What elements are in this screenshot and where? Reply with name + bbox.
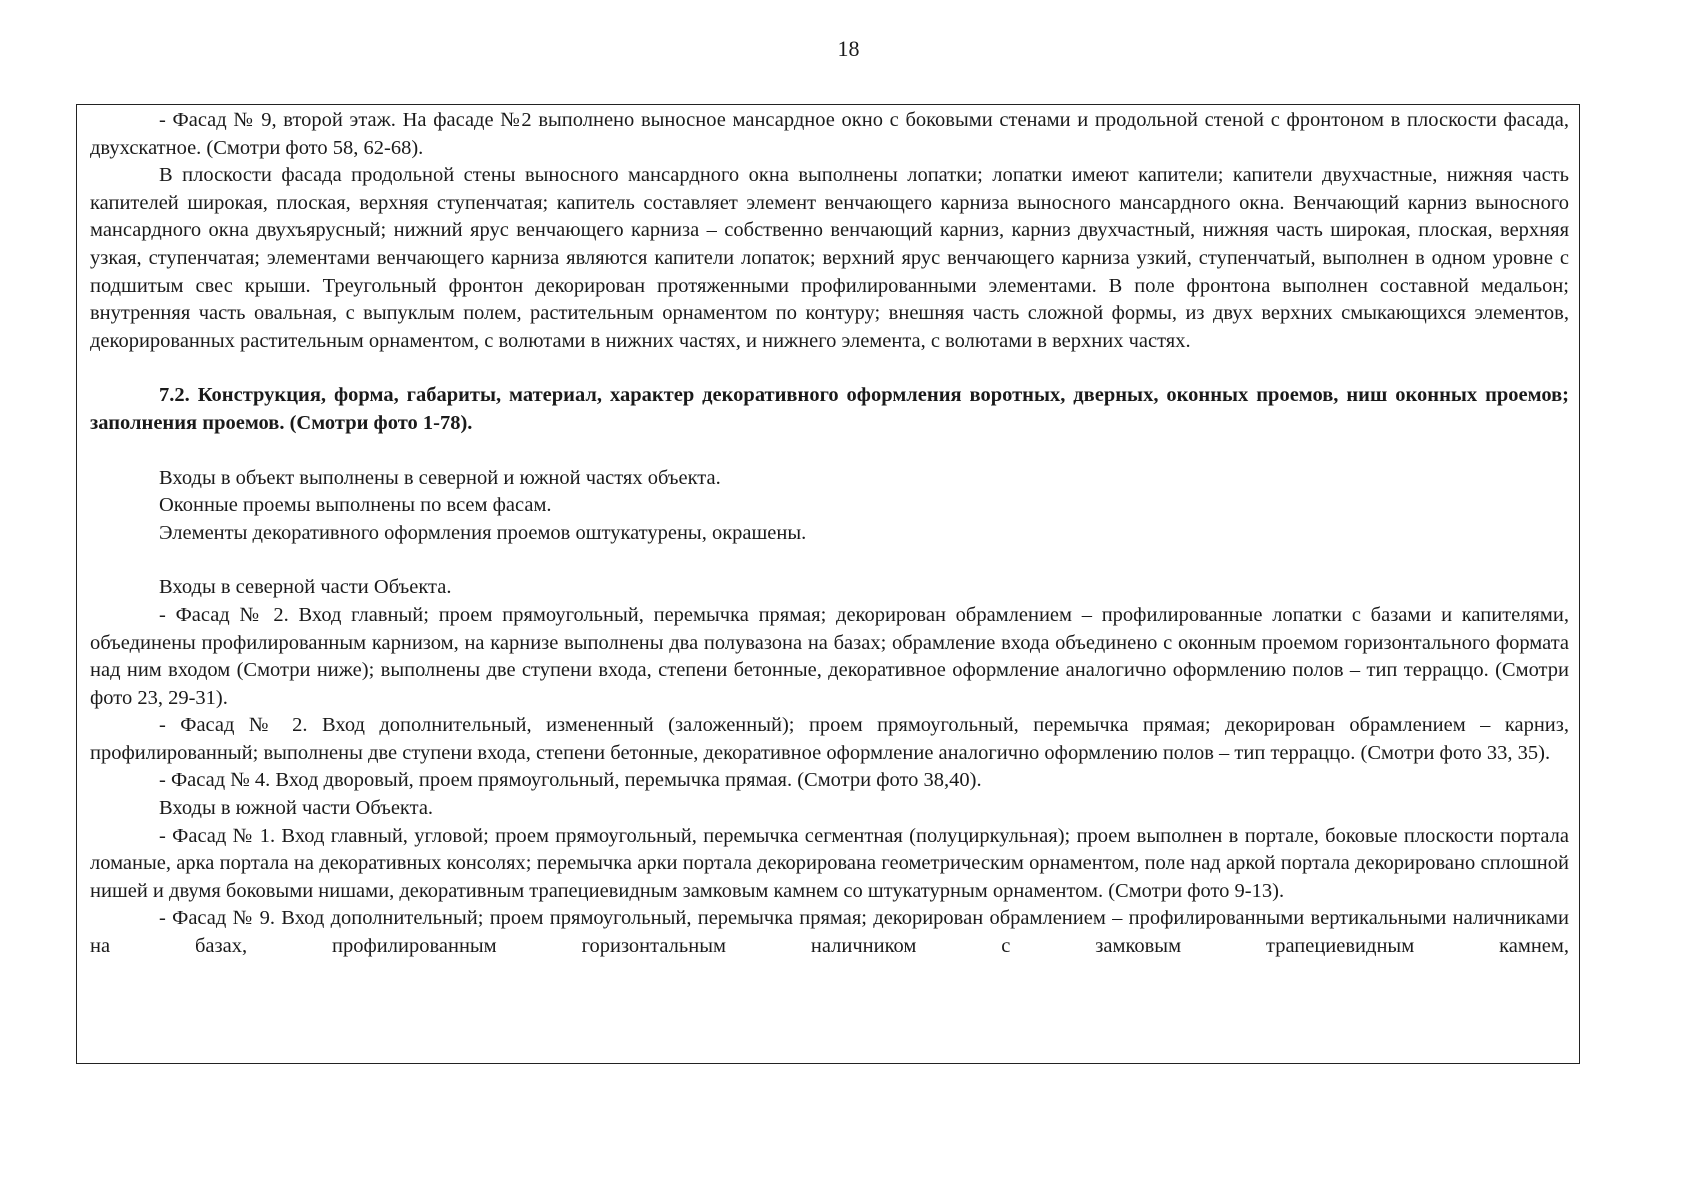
paragraph-facade-4-yard-entrance: - Фасад № 4. Вход дворовый, проем прямоугольный, перемычка прямая. (Смотри фото 38,40). (159, 769, 982, 792)
subheading-south-entrances: Входы в южной части Объекта. (159, 797, 434, 820)
paragraph-dormer-description: В плоскости фасада продольной стены выносного мансардного окна выполнены лопатки; лопатки имеют капители; капители двухчастные, нижняя часть капителей широкая, плоская, верхняя ступенчатая; капитель составляет элемент венчающего карниза выносного мансардного окна. Венчающий карниз выносного мансардного окна двухъярусный; нижний ярус венчающего карниза – собственно венчающий карниз, карниз двухчастный, нижняя часть широкая, плоская, верхняя узкая, ступенчатая; элементами венчающего карниза являются капители лопаток; верхний ярус венчающего карниза узкий, ступенчатый, выполнен в одном уровне с подшитым свес крыши. Треугольный фронтон декорирован протяженными профилированными элементами. В поле фронтона выполнен составной медальон; внутренняя часть овальная, с выпуклым полем, растительным орнаментом по контуру; внешняя часть сложной формы, из двух верхних смыкающихся элементов, декорированных растительным орнаментом, с волютами в нижних частях, и нижнего элемента, с волютами в верхних частях. (90, 164, 1569, 352)
page-number: 18 (837, 36, 860, 61)
paragraph-facade-2-additional-entrance: - Фасад № 2. Вход дополнительный, измененный (заложенный); проем прямоугольный, перемычка прямая; декорирован обрамлением – карниз, профилированный; выполнены две ступени входа, степени бетонные, декоративное оформление аналогично оформлению полов – тип терраццо. (Смотри фото 33, 35). (90, 714, 1569, 764)
paragraph-facade-2-main-entrance: - Фасад № 2. Вход главный; проем прямоугольный, перемычка прямая; декорирован обрамлением – профилированные лопатки с базами и капителями, объединены профилированным карнизом, на карнизе выполнены два полувазона на базах; обрамление входа объединено с оконным проемом горизонтального формата над ним входом (Смотри ниже); выполнены две ступени входа, степени бетонные, декоративное оформление аналогично оформлению полов – тип терраццо. (Смотри фото 23, 29-31). (90, 603, 1569, 709)
paragraph-facade-9-dormer: - Фасад № 9, второй этаж. На фасаде №2 выполнено выносное мансардное окно с боковыми стенами и продольной стеной с фронтоном в плоскости фасада, двухскатное. (Смотри фото 58, 62-68). (90, 109, 1569, 159)
paragraph-facade-1-main-entrance: - Фасад № 1. Вход главный, угловой; проем прямоугольный, перемычка сегментная (полуциркульная); проем выполнен в портале, боковые плоскости портала ломаные, арка портала на декоративных консолях; перемычка арки портала декорирована геометрическим орнаментом, поле над аркой портала декорировано сплошной нишей и двумя боковыми нишами, декоративным трапециевидным замковым камнем со штукатурным орнаментом. (Смотри фото 9-13). (90, 824, 1569, 902)
subheading-north-entrances: Входы в северной части Объекта. (159, 576, 452, 599)
paragraph-windows-overview: Оконные проемы выполнены по всем фасам. (159, 494, 552, 517)
section-heading: 7.2. Конструкция, форма, габариты, материал, характер декоративного оформления воротных, дверных, оконных проемов, ниш оконных проемов; заполнения проемов. (Смотри фото 1-78). (90, 384, 1569, 434)
paragraph-facade-9-additional-entrance: - Фасад № 9. Вход дополнительный; проем прямоугольный, перемычка прямая; декорирован обрамлением – профилированными вертикальными наличниками на базах, профилированным горизонтальным наличником с замковым трапециевидным камнем, (90, 907, 1569, 958)
paragraph-decor-overview: Элементы декоративного оформления проемов оштукатурены, окрашены. (159, 521, 807, 544)
document-frame (76, 104, 1580, 1064)
paragraph-entrances-overview: Входы в объект выполнены в северной и южной частях объекта. (159, 466, 721, 489)
